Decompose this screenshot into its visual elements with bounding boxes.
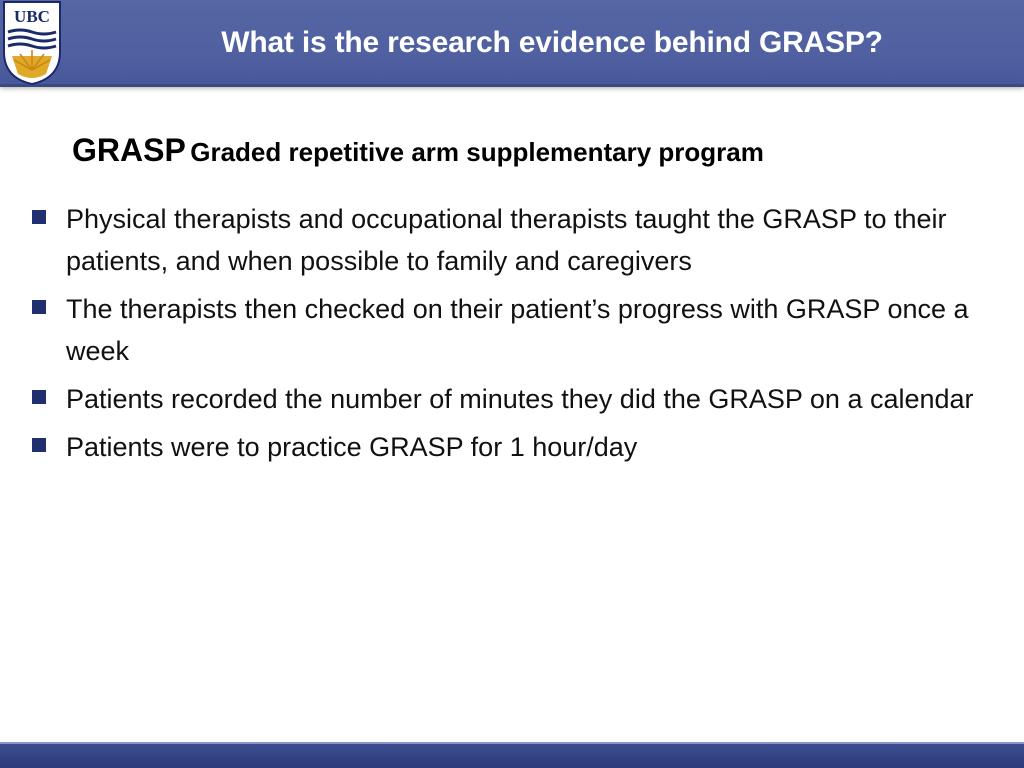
bullet-text: Patients were to practice GRASP for 1 hour/day — [66, 432, 638, 462]
bullet-text: The therapists then checked on their patient’s progress with GRASP once a week — [66, 294, 969, 366]
bullet-text: Physical therapists and occupational therapists taught the GRASP to their patients, and when possible to family and caregivers — [66, 204, 947, 276]
subtitle — [72, 132, 764, 169]
header-divider — [0, 84, 1024, 87]
svg-text:UBC: UBC — [14, 7, 50, 26]
bullet-text: Patients recorded the number of minutes they did the GRASP on a calendar — [66, 384, 974, 414]
square-bullet-icon — [32, 438, 46, 452]
subtitle-acronym: GRASP — [72, 132, 186, 168]
bullet-item — [30, 378, 1020, 420]
square-bullet-icon — [32, 210, 46, 224]
ubc-logo-icon — [0, 0, 64, 86]
bullet-item — [30, 426, 1020, 468]
bullet-item — [30, 198, 1020, 282]
bullet-list — [30, 198, 1020, 474]
slide-title: What is the research evidence behind GRASP? — [221, 26, 883, 59]
square-bullet-icon — [32, 300, 46, 314]
bullet-item — [30, 288, 1020, 372]
subtitle-expansion: Graded repetitive arm supplementary program — [190, 137, 764, 167]
square-bullet-icon — [32, 390, 46, 404]
slide-footer-bar — [0, 742, 1024, 768]
